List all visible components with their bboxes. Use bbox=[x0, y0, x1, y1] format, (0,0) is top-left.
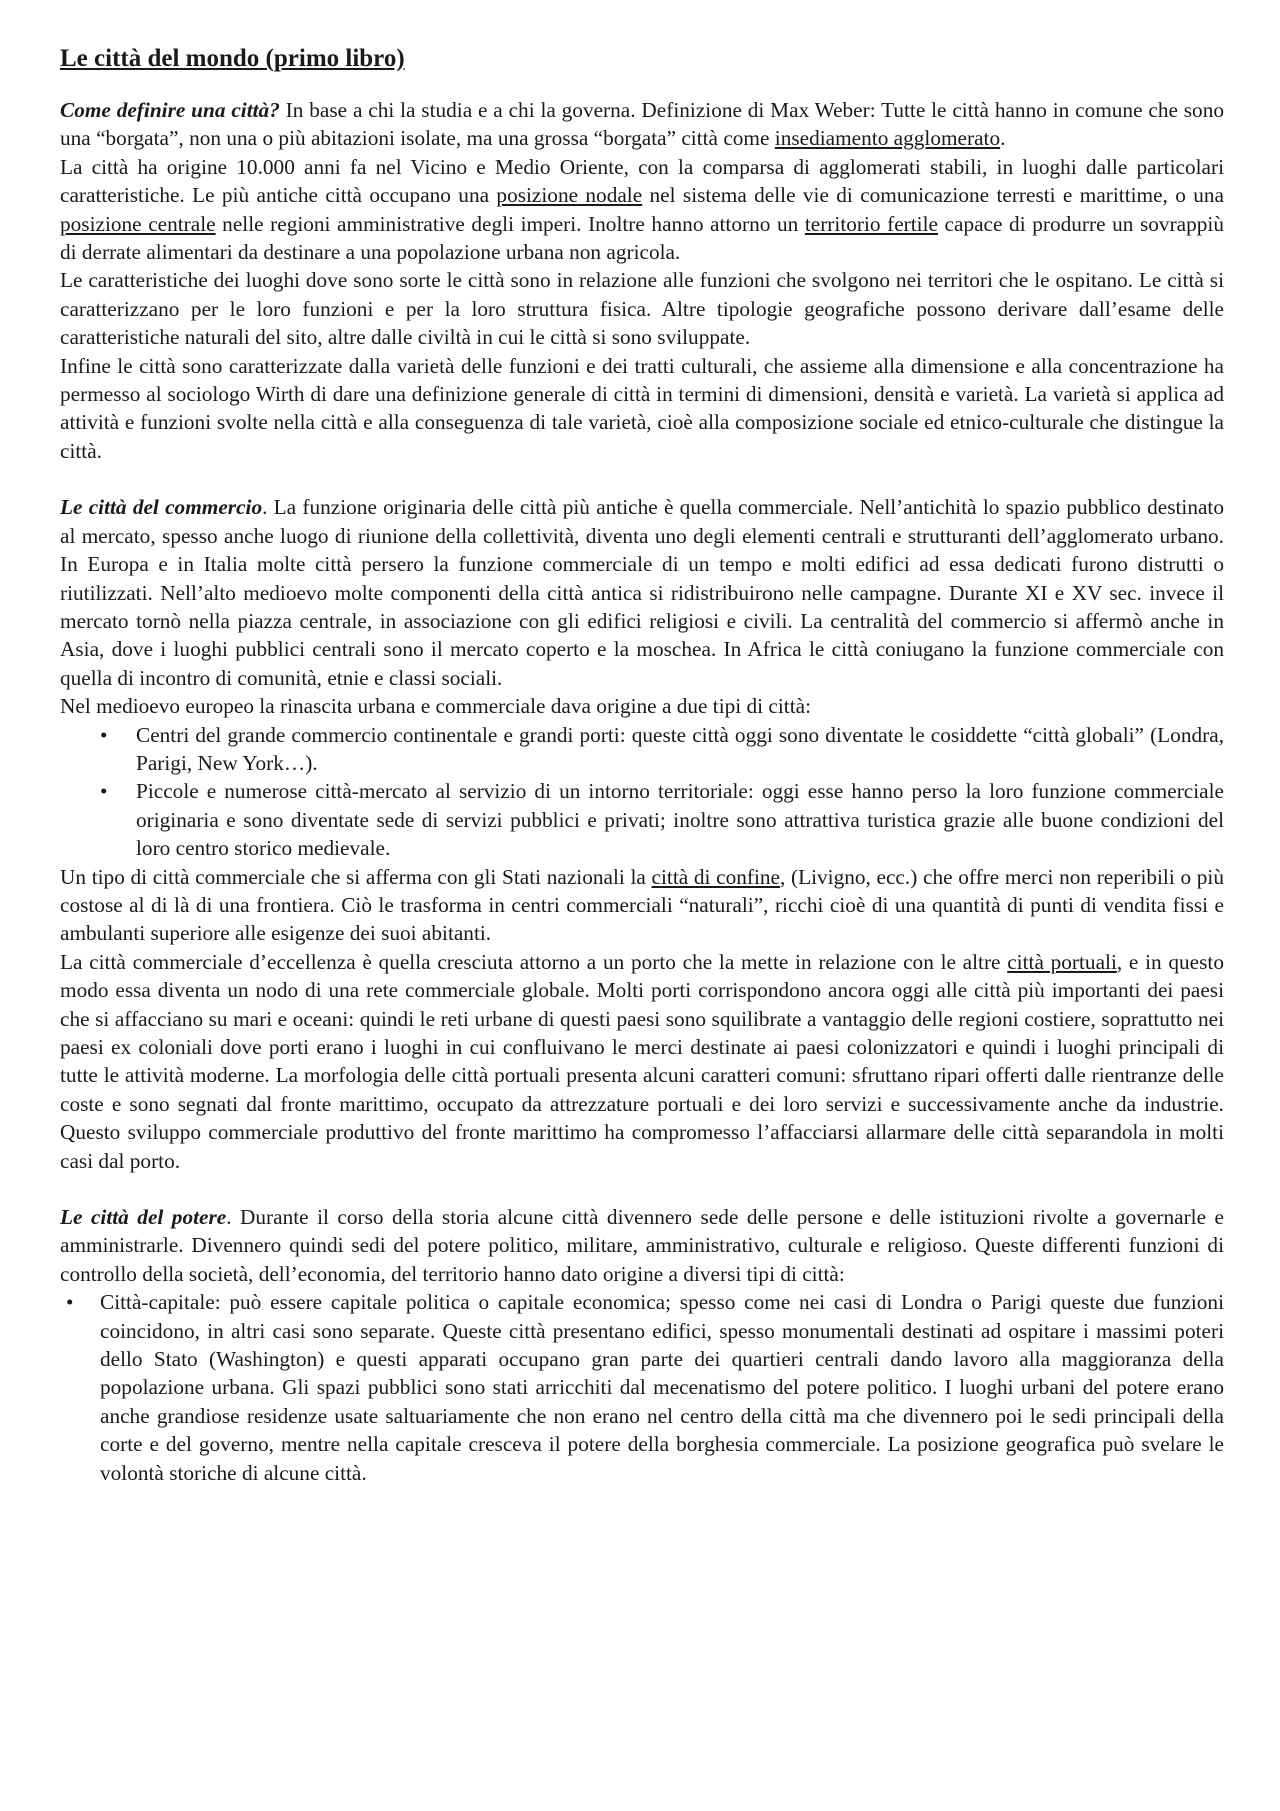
paragraph: Nel medioevo europeo la rinascita urbana e commerciale dava origine a due tipi di città: bbox=[60, 694, 811, 719]
section-lead: Come definire una città? bbox=[60, 98, 280, 122]
paragraph: Le città del commercio. La funzione originaria delle città più antiche è quella commerciale. Nell’antichità lo spazio pubblico destinato al mercato, spesso anche luogo di riunione della collettività, diventa uno degli elementi centrali e strutturanti dell’agglomerato urbano. In Europa e in Italia molte città persero la funzione commerciale di un tempo e molti edifici ad essa dedicati furono distrutti o riutilizzati. Nell’alto medioevo molte componenti della città antica si ridistribuirono nelle campagne. Durante XI e XV sec. invece il mercato tornò nella piazza centrale, in associazione con gli edifici religiosi e civili. La centralità del commercio si affermò anche in Asia, dove i luoghi pubblici centrali sono il mercato coperto e la moschea. In Africa le città coniugano la funzione commerciale con quella di incontro di comunità, etnie e classi sociali. bbox=[60, 495, 1224, 690]
spacer bbox=[60, 465, 1224, 493]
paragraph: Infine le città sono caratterizzate dalla varietà delle funzioni e dei tratti culturali, che assieme alla dimensione e alla concentrazione ha permesso al sociologo Wirth di dare una definizione generale di città in termini di dimensioni, densità e varietà. La varietà si applica ad attività e funzioni svolte nella città e alla conseguenza di tale varietà, cioè alla composizione sociale ed etnico-culturale che distingue la città. bbox=[60, 353, 1224, 463]
paragraph: Le caratteristiche dei luoghi dove sono sorte le città sono in relazione alle funzioni che svolgono nei territori che le ospitano. Le città si caratterizzano per le loro funzioni e per la loro struttura fisica. Altre tipologie geografiche possono derivare dall’esame delle caratteristiche naturali del sito, altre dalle civiltà in cui le città si sono sviluppate. bbox=[60, 268, 1224, 350]
underlined-term: insediamento agglomerato bbox=[774, 126, 1001, 151]
list-item: • Città-capitale: può essere capitale politica o capitale economica; spesso come nei casi di Londra o Parigi queste due funzioni coincidono, in altri casi sono separate. Queste città presentano edifici, spesso monumentali destinati ad ospitare i massimi poteri dello Stato (Washington) e questi apparati occupano gran parte dei quartieri centrali dando lavoro alla maggioranza della popolazione urbana. Gli spazi pubblici sono stati arricchiti dal mecenatismo del potere politico. I luoghi urbani del potere erano anche grandiose residenze usate saltuariamente che non erano nel centro della città ma che divennero poi le sedi principali della corte e del governo, mentre nella capitale cresceva il potere della borghesia commerciale. La posizione geografica può svelare le volontà storiche di alcune città. bbox=[60, 1288, 1224, 1487]
paragraph: Le città del potere. Durante il corso della storia alcune città divennero sede delle persone e delle istituzioni rivolte a governarle e amministrarle. Divennero quindi sedi del potere politico, militare, amministrativo, culturale e religioso. Queste differenti funzioni di controllo della società, dell’economia, del territorio hanno dato origine a diversi tipi di città: bbox=[60, 1205, 1224, 1286]
list-item: • Piccole e numerose città-mercato al servizio di un intorno territoriale: oggi esse hanno perso la loro funzione commerciale originaria e sono diventate sede di servizi pubblici e privati; inoltre sono attrattiva turistica grazie alle buone condizioni del loro centro storico medievale. bbox=[60, 777, 1224, 862]
bullet-list bbox=[60, 1288, 1224, 1487]
paragraph: Come definire una città? In base a chi la studia e a chi la governa. Definizione di Max Weber: Tutte le città hanno in comune che sono una “borgata”, non una o più abitazioni isolate, ma una grossa “borgata” città come insediamento agglomerato. bbox=[60, 98, 1224, 151]
bullet-list bbox=[60, 721, 1224, 863]
section-lead: Le città del commercio bbox=[60, 495, 263, 520]
underlined-term: posizione nodale bbox=[496, 183, 643, 208]
paragraph: Un tipo di città commerciale che si afferma con gli Stati nazionali la città di confine, (Livigno, ecc.) che offre merci non reperibili o più costose al di là di una frontiera. Ciò le trasforma in centri commerciali “naturali”, ricchi cioè di una quantità di punti di vendita fissi e ambulanti superiore alle esigenze dei suoi abitanti. bbox=[60, 864, 1224, 946]
paragraph: La città ha origine 10.000 anni fa nel Vicino e Medio Oriente, con la comparsa di agglomerati stabili, in luoghi dalle particolari caratteristiche. Le più antiche città occupano una posizione nodale nel sistema delle vie di comunicazione terresti e marittime, o una posizione centrale nelle regioni amministrative degli imperi. Inoltre hanno attorno un territorio fertile capace di produrre un sovrappiù di derrate alimentari da destinare a una popolazione urbana non agricola. bbox=[60, 154, 1224, 265]
underlined-term: territorio fertile bbox=[804, 211, 938, 236]
underlined-term: posizione centrale bbox=[60, 211, 216, 236]
paragraph: La città commerciale d’eccellenza è quella cresciuta attorno a un porto che la mette in relazione con le altre città portuali, e in questo modo essa diventa un nodo di una rete commerciale globale. Molti porti corrispondono ancora oggi alle città più importanti dei paesi che si affacciano su mari e oceani: quindi le reti urbane di questi paesi sono squilibrate a vantaggio delle regioni costiere, soprattutto nei paesi ex coloniali dove porti erano i luoghi in cui confluivano le merci destinate ai paesi colonizzatori e quindi i luoghi principali di tutte le attività moderne. La morfologia delle città portuali presenta alcuni caratteri comuni: sfruttano ripari offerti dalle rientranze delle coste e sono segnati dal fronte marittimo, occupato da attrezzature portuali e dei loro servizi e successivamente anche da industrie. Questo sviluppo commerciale produttivo del fronte marittimo ha compromesso l’affacciarsi allarmare delle città separandola in molti casi dal porto. bbox=[60, 949, 1224, 1173]
list-item: • Centri del grande commercio continentale e grandi porti: queste città oggi sono diventate le cosiddette “città globali” (Londra, Parigi, New York…). bbox=[60, 721, 1224, 778]
spacer bbox=[60, 1175, 1224, 1203]
underlined-term: città portuali bbox=[1007, 949, 1117, 974]
document-body bbox=[60, 44, 1224, 1487]
underlined-term: città di confine bbox=[651, 864, 780, 889]
section-lead: Le città del potere bbox=[60, 1205, 227, 1230]
page-title: Le città del mondo (primo libro) bbox=[60, 45, 405, 72]
